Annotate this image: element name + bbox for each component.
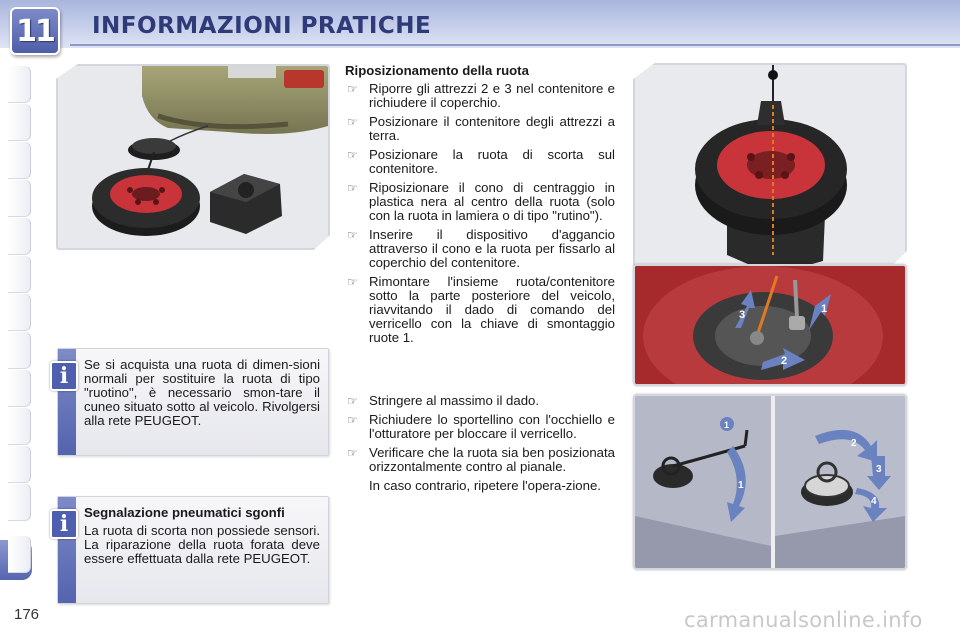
step-item [345, 181, 615, 223]
step-text: Rimontare l'insieme ruota/contenitore sotto la parte posteriore del veicolo, riavvitando il dado di comando del verricello con la chiave di smontaggio ruote 1. [369, 274, 615, 345]
side-tab[interactable] [8, 332, 31, 369]
step-item [345, 275, 615, 345]
side-tab[interactable] [8, 446, 31, 483]
step-item [345, 148, 615, 176]
arrow-label-3: 3 [739, 309, 746, 321]
info-text: Se si acquista una ruota di dimen-sioni normali per sostituire la ruota di tipo "ruotino", è necessario smon-tare il cuneo situato sotto al veicolo. Rivolgersi alla rete PEUGEOT. [84, 357, 320, 428]
photo-floor-hook [633, 394, 907, 570]
side-tab[interactable] [8, 408, 31, 445]
side-tab[interactable] [8, 218, 31, 255]
instruction-column [345, 64, 615, 350]
arrow-label-2: 2 [781, 355, 788, 367]
step-item [345, 446, 615, 474]
side-tab[interactable] [8, 142, 31, 179]
side-tab[interactable] [8, 180, 31, 217]
chapter-title: INFORMAZIONI PRATICHE [92, 13, 432, 39]
step-text: Richiudere lo sportellino con l'occhiello e l'otturatore per bloccare il verricello. [369, 412, 615, 441]
chapter-tab[interactable] [10, 7, 60, 55]
side-tab[interactable] [8, 104, 31, 141]
pointing-hand-icon: ☞ [347, 148, 358, 162]
photo-wheel-on-container [633, 63, 907, 267]
info-content [84, 497, 328, 576]
wheel-under-car-illustration [58, 66, 328, 248]
photo-winch-arrows [633, 264, 907, 386]
winch-arrows-illustration [635, 266, 905, 384]
step-item [345, 82, 615, 110]
step-text: Riposizionare il cono di centraggio in plastica nera al centro della ruota (solo con la ruota in lamiera o di tipo "rutino"). [369, 180, 615, 223]
watermark: carmanualsonline.info [684, 608, 923, 632]
step-text: Verificare che la ruota sia ben posizionata orizzontalmente contro al pianale. [369, 445, 615, 474]
info-box-wheel-size [57, 348, 329, 456]
wheel-on-container-illustration [635, 65, 905, 265]
info-icon: i [50, 509, 78, 539]
pointing-hand-icon: ☞ [347, 82, 358, 96]
arrow-label-1: 1 [821, 303, 828, 315]
info-box-tyre-sensors [57, 496, 329, 604]
step-item [345, 115, 615, 143]
pointing-hand-icon: ☞ [347, 228, 358, 242]
chapter-number: 11 [16, 13, 54, 49]
floor-hook-illustration [635, 396, 905, 568]
step-label-2: 2 [851, 438, 857, 449]
step-label-1a: 1 [724, 420, 730, 430]
header-rule [70, 44, 960, 46]
photo-wheel-under-car [56, 64, 330, 250]
step-text: Riporre gli attrezzi 2 e 3 nel contenitore e richiudere il coperchio. [369, 81, 615, 110]
step-text: Posizionare il contenitore degli attrezzi a terra. [369, 114, 615, 143]
page-number: 176 [14, 606, 40, 623]
step-text: Stringere al massimo il dado. [369, 393, 540, 408]
side-tab[interactable] [8, 256, 31, 293]
step-text: Posizionare la ruota di scorta sul contenitore. [369, 147, 615, 176]
side-tab[interactable] [8, 370, 31, 407]
step-text: Inserire il dispositivo d'aggancio attraverso il cono e la ruota per fissarlo al coperchio del contenitore. [369, 227, 615, 270]
pointing-hand-icon: ☞ [347, 115, 358, 129]
pointing-hand-icon: ☞ [347, 394, 358, 408]
section-heading: Riposizionamento della ruota [345, 63, 529, 78]
info-title: Segnalazione pneumatici sgonfi [84, 505, 285, 520]
side-tab[interactable] [8, 294, 31, 331]
step-item [345, 228, 615, 270]
side-tab[interactable] [8, 536, 31, 573]
closing-note: In caso contrario, ripetere l'opera-zione. [369, 478, 601, 493]
step-item [345, 394, 615, 408]
step-label-3: 3 [876, 464, 882, 475]
side-tab[interactable] [8, 484, 31, 521]
side-tab[interactable] [8, 66, 31, 103]
pointing-hand-icon: ☞ [347, 413, 358, 427]
step-label-4: 4 [871, 496, 877, 507]
instruction-column-continued [345, 394, 615, 493]
pointing-hand-icon: ☞ [347, 181, 358, 195]
step-label-1b: 1 [738, 480, 744, 491]
side-tab-strip [0, 66, 34, 576]
pointing-hand-icon: ☞ [347, 446, 358, 460]
pointing-hand-icon: ☞ [347, 275, 358, 289]
step-item [345, 413, 615, 441]
info-text: La ruota di scorta non possiede sensori. La riparazione della ruota forata deve essere effettuata dalla rete PEUGEOT. [84, 523, 320, 566]
info-icon: i [50, 361, 78, 391]
